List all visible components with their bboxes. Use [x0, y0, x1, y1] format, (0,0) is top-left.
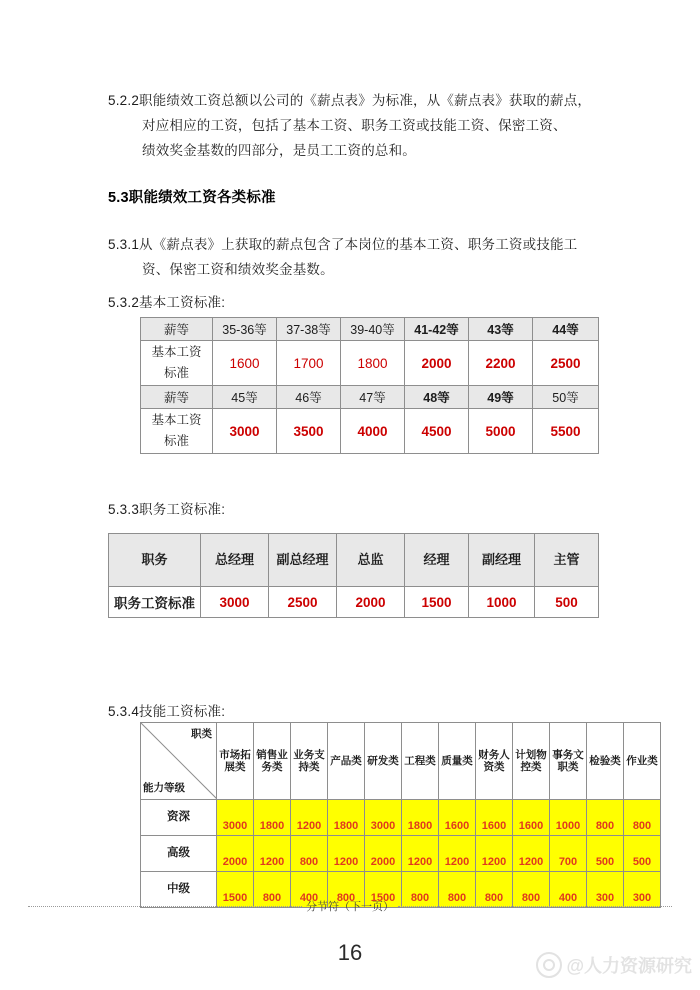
skill-column-header-5: 工程类 — [402, 723, 439, 800]
table-row — [141, 386, 599, 409]
skill-row-label-1: 高级 — [141, 836, 217, 872]
skill-corner-cell — [141, 723, 217, 800]
skill-cell-r0-c8: 1600 — [513, 800, 550, 836]
position-header-2: 总监 — [337, 534, 405, 587]
basic-row1-value-0: 1600 — [213, 341, 277, 386]
skill-column-header-3: 产品类 — [328, 723, 365, 800]
skill-cell-r0-c10: 800 — [587, 800, 624, 836]
paragraph-5-2-2-line-2: 对应相应的工资，包括了基本工资、职务工资或技能工资、保密工资、 — [142, 118, 567, 133]
skill-cell-r0-c1: 1800 — [254, 800, 291, 836]
skill-cell-r0-c6: 1600 — [439, 800, 476, 836]
skill-column-header-4: 研发类 — [365, 723, 402, 800]
skill-cell-r2-c10: 300 — [587, 872, 624, 908]
subheading-5-3-3: 5.3.3职务工资标准: — [108, 502, 226, 517]
position-header-5: 主管 — [535, 534, 599, 587]
position-value-3: 1500 — [405, 587, 469, 618]
basic-row1-header-4: 43等 — [469, 318, 533, 341]
skill-salary-table — [140, 722, 661, 908]
skill-column-header-7: 财务人资类 — [476, 723, 513, 800]
skill-cell-r1-c2: 800 — [291, 836, 328, 872]
skill-cell-r0-c5: 1800 — [402, 800, 439, 836]
basic-row1-label-line-2: 标准 — [163, 366, 189, 380]
skill-column-header-8: 计划物控类 — [513, 723, 550, 800]
skill-corner-bottom-left-label: 能力等级 — [143, 781, 185, 794]
basic-row1-label — [141, 341, 213, 386]
table-row — [141, 836, 661, 872]
heading-5-3: 5.3职能绩效工资各类标准 — [108, 190, 276, 206]
position-header-1: 副总经理 — [269, 534, 337, 587]
skill-cell-r1-c8: 1200 — [513, 836, 550, 872]
subheading-5-3-2: 5.3.2基本工资标准: — [108, 295, 226, 310]
basic-row1-value-5: 2500 — [533, 341, 599, 386]
position-value-2: 2000 — [337, 587, 405, 618]
skill-cell-r1-c5: 1200 — [402, 836, 439, 872]
position-row-label: 职务工资标准 — [109, 587, 201, 618]
skill-cell-r1-c7: 1200 — [476, 836, 513, 872]
basic-row2-header-2: 47等 — [341, 386, 405, 409]
table-row — [109, 534, 599, 587]
skill-column-header-2: 业务支持类 — [291, 723, 328, 800]
basic-row1-value-3: 2000 — [405, 341, 469, 386]
basic-row2-value-4: 5000 — [469, 409, 533, 454]
basic-row2-value-0: 3000 — [213, 409, 277, 454]
basic-row1-value-1: 1700 — [277, 341, 341, 386]
paragraph-5-3-1-line-1: 5.3.1从《薪点表》上获取的薪点包含了本岗位的基本工资、职务工资或技能工 — [108, 237, 578, 252]
paragraph-5-2-2-line-1: 5.2.2职能绩效工资总额以公司的《薪点表》为标准，从《薪点表》获取的薪点， — [108, 93, 592, 108]
skill-column-header-10: 检验类 — [587, 723, 624, 800]
basic-row2-label-line-2: 标准 — [163, 434, 189, 448]
skill-cell-r1-c4: 2000 — [365, 836, 402, 872]
skill-cell-r0-c3: 1800 — [328, 800, 365, 836]
skill-cell-r2-c4: 1500 — [365, 872, 402, 908]
skill-cell-r1-c9: 700 — [550, 836, 587, 872]
skill-column-header-6: 质量类 — [439, 723, 476, 800]
basic-row1-header-5: 44等 — [533, 318, 599, 341]
basic-row2-header-1: 46等 — [277, 386, 341, 409]
position-header-4: 副经理 — [469, 534, 535, 587]
table-row — [109, 587, 599, 618]
skill-cell-r0-c4: 3000 — [365, 800, 402, 836]
basic-row1-header-0: 35-36等 — [213, 318, 277, 341]
weibo-watermark — [536, 952, 692, 978]
position-header-label: 职务 — [109, 534, 201, 587]
skill-cell-r2-c2: 400 — [291, 872, 328, 908]
skill-cell-r2-c11: 300 — [624, 872, 661, 908]
skill-cell-r1-c0: 2000 — [217, 836, 254, 872]
basic-salary-table — [140, 317, 599, 454]
skill-column-header-1: 销售业务类 — [254, 723, 291, 800]
position-header-0: 总经理 — [201, 534, 269, 587]
basic-row1-header-label: 薪等 — [141, 318, 213, 341]
section-break-line-left — [28, 906, 302, 907]
skill-column-header-9: 事务文职类 — [550, 723, 587, 800]
skill-column-header-11: 作业类 — [624, 723, 661, 800]
skill-cell-r1-c3: 1200 — [328, 836, 365, 872]
skill-cell-r2-c5: 800 — [402, 872, 439, 908]
position-header-3: 经理 — [405, 534, 469, 587]
table-row — [141, 800, 661, 836]
position-value-5: 500 — [535, 587, 599, 618]
skill-row-label-2: 中级 — [141, 872, 217, 908]
basic-row2-label-line-1: 基本工资 — [151, 413, 202, 427]
table-row — [141, 318, 599, 341]
basic-row2-label — [141, 409, 213, 454]
skill-cell-r0-c2: 1200 — [291, 800, 328, 836]
basic-row1-header-3: 41-42等 — [405, 318, 469, 341]
paragraph-5-2-2 — [108, 88, 608, 163]
basic-row2-header-5: 50等 — [533, 386, 599, 409]
skill-cell-r2-c7: 800 — [476, 872, 513, 908]
basic-row2-header-0: 45等 — [213, 386, 277, 409]
skill-cell-r2-c8: 800 — [513, 872, 550, 908]
skill-column-header-0: 市场拓展类 — [217, 723, 254, 800]
basic-row2-header-label: 薪等 — [141, 386, 213, 409]
table-row — [141, 341, 599, 386]
basic-row2-value-3: 4500 — [405, 409, 469, 454]
skill-cell-r0-c9: 1000 — [550, 800, 587, 836]
skill-cell-r2-c3: 800 — [328, 872, 365, 908]
skill-cell-r1-c10: 500 — [587, 836, 624, 872]
skill-row-label-0: 资深 — [141, 800, 217, 836]
table-row — [141, 723, 661, 800]
position-value-0: 3000 — [201, 587, 269, 618]
page-number: 16 — [337, 940, 363, 965]
basic-row1-header-1: 37-38等 — [277, 318, 341, 341]
basic-row2-value-2: 4000 — [341, 409, 405, 454]
basic-row1-value-4: 2200 — [469, 341, 533, 386]
section-break-label: 分节符（下一页） — [306, 901, 394, 913]
skill-cell-r0-c7: 1600 — [476, 800, 513, 836]
skill-cell-r2-c1: 800 — [254, 872, 291, 908]
skill-cell-r2-c6: 800 — [439, 872, 476, 908]
paragraph-5-2-2-line-3: 绩效奖金基数的四部分，是员工工资的总和。 — [142, 143, 416, 158]
skill-cell-r2-c0: 1500 — [217, 872, 254, 908]
basic-row1-header-2: 39-40等 — [341, 318, 405, 341]
watermark-text: @人力资源研究 — [566, 956, 692, 976]
skill-corner-top-right-label: 职类 — [191, 728, 212, 740]
basic-row2-header-3: 48等 — [405, 386, 469, 409]
table-row — [141, 409, 599, 454]
weibo-logo-icon — [536, 952, 562, 978]
skill-cell-r1-c1: 1200 — [254, 836, 291, 872]
paragraph-5-3-1 — [108, 232, 608, 282]
skill-cell-r0-c0: 3000 — [217, 800, 254, 836]
basic-row1-value-2: 1800 — [341, 341, 405, 386]
skill-cell-r1-c6: 1200 — [439, 836, 476, 872]
position-value-4: 1000 — [469, 587, 535, 618]
basic-row2-value-1: 3500 — [277, 409, 341, 454]
basic-row1-label-line-1: 基本工资 — [151, 345, 202, 359]
position-salary-table — [108, 533, 599, 618]
section-break-marker — [28, 898, 672, 914]
skill-corner-diagonal — [141, 723, 216, 799]
skill-cell-r2-c9: 400 — [550, 872, 587, 908]
position-value-1: 2500 — [269, 587, 337, 618]
section-break-line-right — [398, 906, 672, 907]
subheading-5-3-4: 5.3.4技能工资标准: — [108, 704, 226, 719]
skill-cell-r1-c11: 500 — [624, 836, 661, 872]
basic-row2-value-5: 5500 — [533, 409, 599, 454]
skill-cell-r0-c11: 800 — [624, 800, 661, 836]
paragraph-5-3-1-line-2: 资、保密工资和绩效奖金基数。 — [142, 262, 334, 277]
basic-row2-header-4: 49等 — [469, 386, 533, 409]
